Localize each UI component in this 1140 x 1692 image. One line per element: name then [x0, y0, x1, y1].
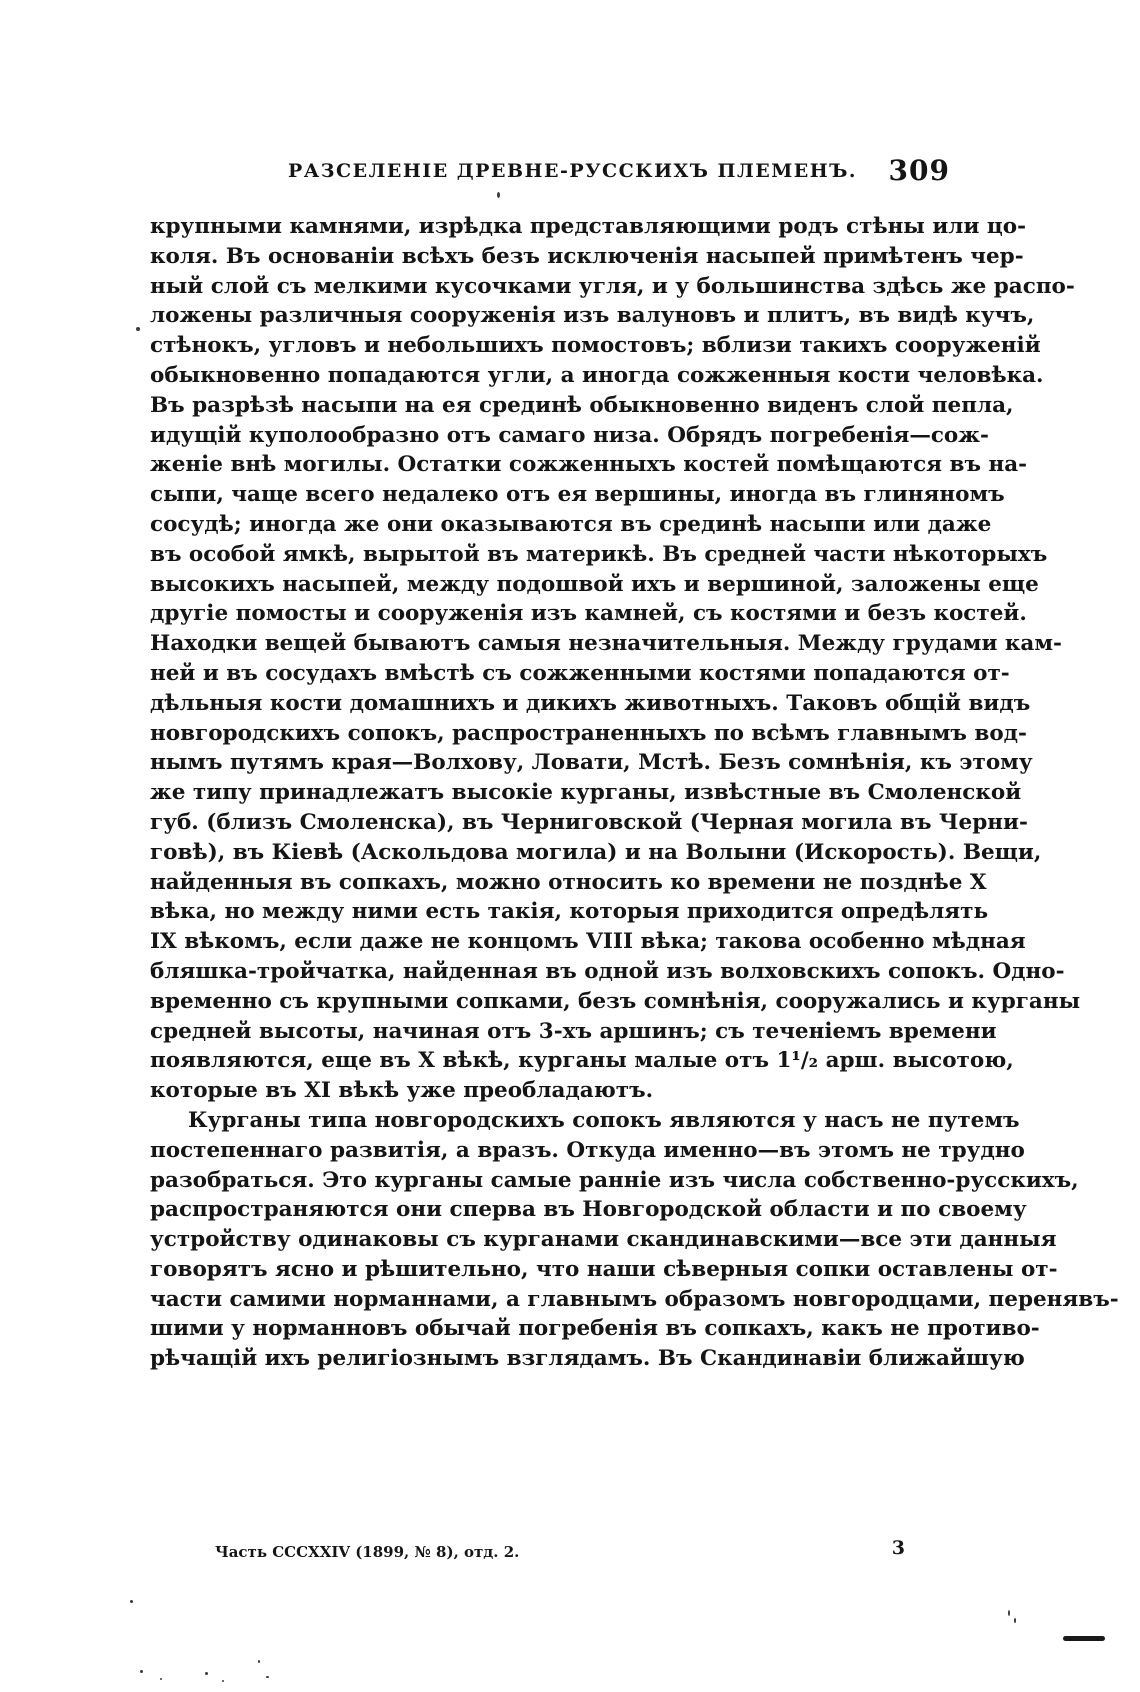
scan-speck	[140, 1670, 143, 1673]
text-line: постепеннаго развитія, а вразъ. Откуда именно—въ этомъ не трудно	[150, 1137, 1025, 1163]
text-line: обыкновенно попадаются угли, а иногда сожженныя кости человѣка.	[150, 362, 1044, 388]
text-line: IX вѣкомъ, если даже не концомъ VIII вѣка; такова особенно мѣдная	[150, 929, 1026, 955]
text-line: бляшка-тройчатка, найденная въ одной изъ волховскихъ сопокъ. Одно-	[150, 958, 1065, 984]
text-line: части самими норманнами, а главнымъ образомъ новгородцами, перенявъ-	[150, 1286, 1119, 1312]
scan-speck	[1008, 1610, 1010, 1616]
scan-dash-mark	[1063, 1636, 1105, 1641]
text-line: устройству одинаковы съ курганами скандинавскими—все эти данныя	[150, 1227, 1057, 1253]
text-line: стѣнокъ, угловъ и небольшихъ помостовъ; вблизи такихъ сооруженій	[150, 333, 1041, 359]
text-line: нымъ путямъ края—Волхову, Ловати, Мстѣ. Безъ сомнѣнія, къ этому	[150, 750, 1033, 776]
text-line: же типу принадлежатъ высокіе курганы, извѣстные въ Смоленской	[150, 780, 1022, 806]
text-line: сыпи, чаще всего недалеко отъ ея вершины, иногда въ глиняномъ	[150, 482, 1005, 508]
text-line: найденныя въ сопкахъ, можно относить ко времени не позднѣе X	[150, 869, 987, 895]
text-line: распространяются они сперва въ Новгородской области и по своему	[150, 1197, 1027, 1223]
text-line: Въ разрѣзѣ насыпи на ея срединѣ обыкновенно виденъ слой пепла,	[150, 392, 1014, 418]
text-line: ный слой съ мелкими кусочками угля, и у большинства здѣсь же распо-	[150, 273, 1075, 299]
text-line: шими у норманновъ обычай погребенія въ сопкахъ, какъ не противо-	[150, 1316, 1040, 1342]
text-line: высокихъ насыпей, между подошвой ихъ и вершиной, заложены еще	[150, 571, 1039, 597]
text-line: дѣльныя кости домашнихъ и дикихъ животныхъ. Таковъ общій видъ	[150, 690, 1031, 716]
text-line: ней и въ сосудахъ вмѣстѣ съ сожженными костями попадаются от-	[150, 660, 1010, 686]
text-line: которые въ XI вѣкѣ уже преобладаютъ.	[150, 1078, 654, 1104]
text-line: временно съ крупными сопками, безъ сомнѣнія, сооружались и курганы	[150, 988, 1081, 1014]
text-line: крупными камнями, изрѣдка представляющими родъ стѣны или цо-	[150, 214, 1027, 239]
scan-speck	[497, 192, 500, 198]
scan-speck	[1014, 1618, 1016, 1623]
page-footer	[215, 1537, 905, 1567]
text-line: Находки вещей бываютъ самыя незначительныя. Между грудами кам-	[150, 631, 1062, 657]
text-line: говорятъ ясно и рѣшительно, что наши сѣверныя сопки оставлены от-	[150, 1256, 1058, 1282]
text-line: губ. (близъ Смоленска), въ Черниговской (Черная могила въ Черни-	[150, 809, 1028, 835]
text-line: ложены различныя сооруженія изъ валуновъ и плитъ, въ видѣ кучъ,	[150, 303, 1035, 329]
sheet-number: 3	[891, 1537, 905, 1559]
text-line: появляются, еще въ X вѣкѣ, курганы малые отъ 1¹/₂ арш. высотою,	[150, 1048, 1014, 1074]
text-line: сосудѣ; иногда же они оказываются въ срединѣ насыпи или даже	[150, 511, 992, 537]
text-line: рѣчащій ихъ религіознымъ взглядамъ. Въ Скандинавіи ближайшую	[150, 1346, 1025, 1372]
running-title: РАЗСЕЛЕНІЕ ДРЕВНЕ-РУССКИХЪ ПЛЕМЕНЪ.	[288, 160, 858, 182]
page-header	[150, 154, 950, 190]
body-text	[150, 212, 1119, 1374]
scan-speck	[266, 1676, 269, 1678]
text-line: въ особой ямкѣ, вырытой въ материкѣ. Въ средней части нѣкоторыхъ	[150, 541, 1048, 567]
text-line: женіе внѣ могилы. Остатки сожженныхъ костей помѣщаются въ на-	[150, 452, 1028, 478]
text-line: новгородскихъ сопокъ, распространенныхъ по всѣмъ главнымъ вод-	[150, 720, 1027, 746]
text-line: разобраться. Это курганы самые ранніе изъ числа собственно-русскихъ,	[150, 1167, 1079, 1193]
scan-speck	[160, 1678, 162, 1680]
page-number: 309	[888, 154, 950, 187]
printer-signature: Часть CCCXXIV (1899, № 8), отд. 2.	[215, 1543, 520, 1561]
scan-speck	[258, 1660, 260, 1663]
text-line: Курганы типа новгородскихъ сопокъ являются у насъ не путемъ	[188, 1107, 1020, 1133]
text-line: идущій куполообразно отъ самаго низа. Обрядъ погребенія—сож-	[150, 422, 989, 448]
text-line: средней высоты, начиная отъ 3-хъ аршинъ; съ теченіемъ времени	[150, 1018, 997, 1044]
scan-speck	[136, 327, 140, 331]
text-line: вѣка, но между ними есть такія, которыя приходится опредѣлять	[150, 899, 989, 925]
scan-speck	[222, 1680, 224, 1682]
text-line: другіе помосты и сооруженія изъ камней, съ костями и безъ костей.	[150, 601, 1027, 627]
scan-speck	[205, 1672, 208, 1675]
text-line: говѣ), въ Кіевѣ (Аскольдова могила) и на Волыни (Искорость). Вещи,	[150, 839, 1042, 865]
scan-speck	[130, 1600, 133, 1603]
text-line: коля. Въ основаніи всѣхъ безъ исключенія насыпей примѣтенъ чер-	[150, 243, 1024, 269]
